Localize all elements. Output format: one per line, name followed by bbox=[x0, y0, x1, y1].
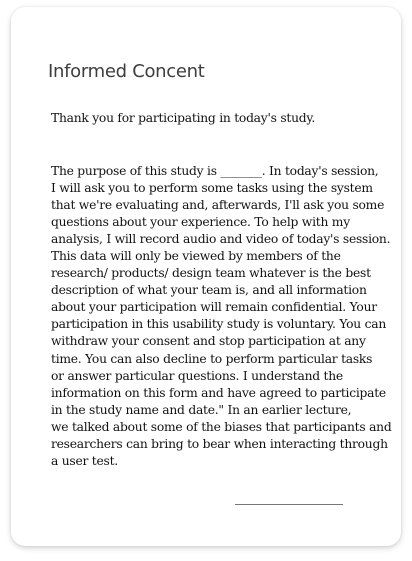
body-line: research/ products/ design team whatever is the best bbox=[51, 266, 371, 281]
signature-line bbox=[235, 504, 343, 505]
body-line: description of what your team is, and all information bbox=[51, 283, 367, 298]
intro-text: Thank you for participating in today's study. bbox=[51, 111, 316, 125]
body-line: information on this form and have agreed to participate bbox=[51, 385, 386, 400]
body-line: researchers can bring to bear when interacting through bbox=[51, 436, 388, 451]
body-line: participation in this usability study is voluntary. You can bbox=[51, 317, 387, 332]
body-line: questions about your experience. To help with my bbox=[51, 215, 350, 230]
body-line: that we're evaluating and, afterwards, I'll ask you some bbox=[51, 198, 385, 213]
consent-body bbox=[51, 163, 392, 470]
consent-form-card bbox=[11, 7, 401, 546]
body-line: time. You can also decline to perform particular tasks bbox=[51, 351, 373, 366]
body-line: about your participation will remain confidential. Your bbox=[51, 300, 377, 315]
body-line: in the study name and date." In an earlier lecture, bbox=[51, 402, 352, 417]
body-line: I will ask you to perform some tasks using the system bbox=[51, 181, 373, 196]
body-line: This data will only be viewed by members of the bbox=[51, 249, 341, 264]
body-line: The purpose of this study is _______. In today's session, bbox=[51, 164, 379, 178]
body-line: analysis, I will record audio and video of today's session. bbox=[51, 232, 391, 247]
body-line: we talked about some of the biases that participants and bbox=[51, 419, 392, 434]
body-line: or answer particular questions. I understand the bbox=[51, 368, 343, 383]
body-line: a user test. bbox=[51, 453, 118, 468]
body-line: withdraw your consent and stop participation at any bbox=[51, 334, 366, 349]
form-title: Informed Concent bbox=[48, 61, 205, 82]
